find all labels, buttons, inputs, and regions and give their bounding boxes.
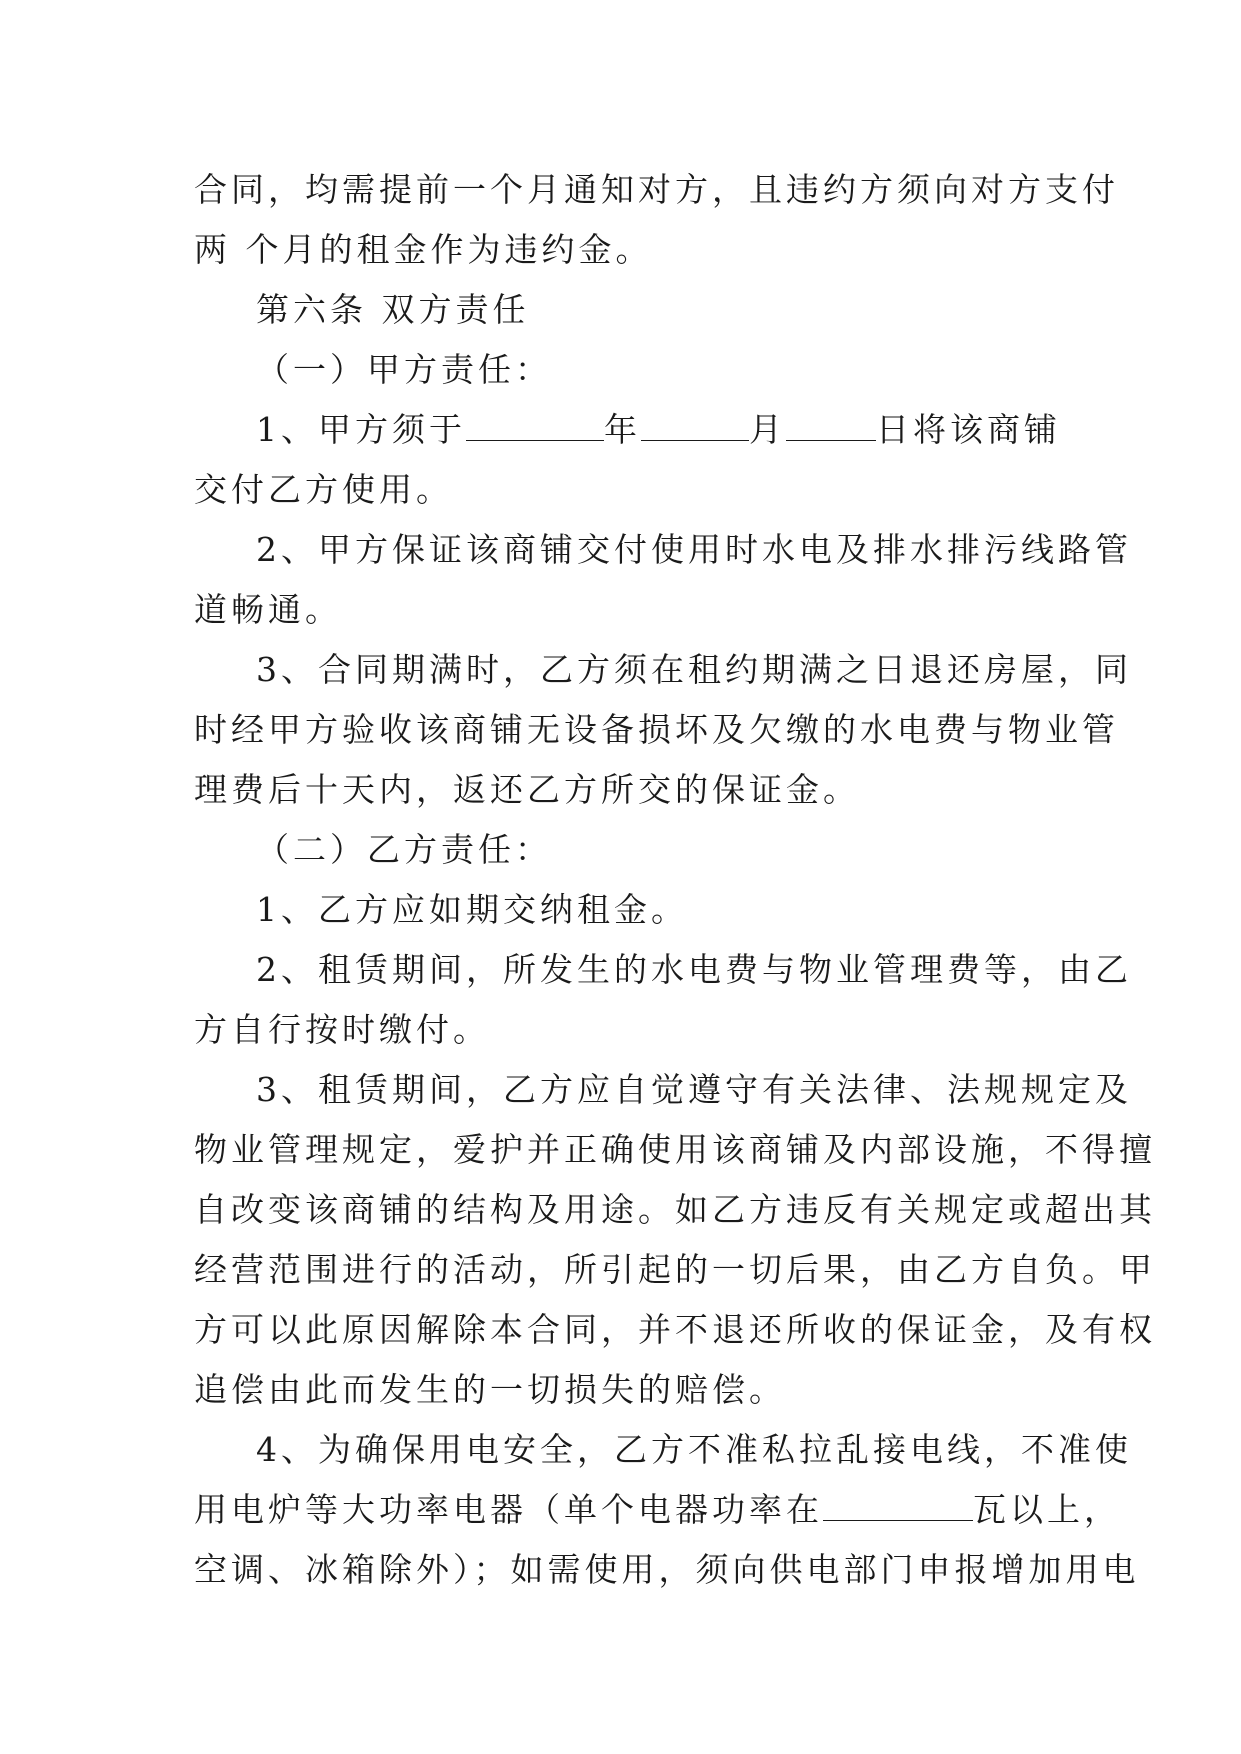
text-line: 追偿由此而发生的一切损失的赔偿。 (194, 1370, 786, 1409)
text-line: 2、租赁期间，所发生的水电费与物业管理费等，由乙 (256, 950, 1132, 989)
text-line: 空调、冰箱除外）；如需使用，须向供电部门申报增加用电 (194, 1550, 1140, 1589)
text-line: 3、租赁期间，乙方应自觉遵守有关法律、法规规定及 (256, 1070, 1132, 1109)
subsection-heading: （二）乙方责任： (256, 830, 552, 869)
text-line-date (194, 400, 1074, 460)
month-blank (641, 410, 749, 441)
text-line: 方可以此原因解除本合同，并不退还所收的保证金，及有权 (194, 1310, 1156, 1349)
subsection-heading: （一）甲方责任： (256, 350, 552, 389)
day-blank (786, 410, 876, 441)
date-prefix: 1、甲方须于 (256, 410, 466, 449)
text-line: 1、乙方应如期交纳租金。 (256, 890, 688, 929)
power-prefix: 用电炉等大功率电器（单个电器功率在 (194, 1490, 823, 1529)
power-suffix: 瓦以上， (973, 1490, 1121, 1529)
text-line: 方自行按时缴付。 (194, 1010, 490, 1049)
text-line: 经营范围进行的活动，所引起的一切后果，由乙方自负。甲 (194, 1250, 1156, 1289)
document-body (194, 160, 1156, 1600)
text-line: 两 个月的租金作为违约金。 (194, 230, 653, 269)
text-line: 时经甲方验收该商铺无设备损坏及欠缴的水电费与物业管 (194, 710, 1119, 749)
section-heading: 第六条 双方责任 (256, 290, 530, 329)
text-line-power (194, 1480, 1121, 1540)
month-label: 月 (749, 410, 786, 449)
day-suffix: 日将该商铺 (876, 410, 1061, 449)
text-line: 合同，均需提前一个月通知对方，且违约方须向对方支付 (194, 170, 1119, 209)
text-line: 理费后十天内，返还乙方所交的保证金。 (194, 770, 860, 809)
year-blank (466, 410, 604, 441)
year-label: 年 (604, 410, 641, 449)
text-line: 物业管理规定，爱护并正确使用该商铺及内部设施，不得擅 (194, 1130, 1156, 1169)
text-line: 交付乙方使用。 (194, 470, 453, 509)
wattage-blank (823, 1490, 973, 1521)
text-line: 4、为确保用电安全，乙方不准私拉乱接电线，不准使 (256, 1430, 1132, 1469)
text-line: 2、甲方保证该商铺交付使用时水电及排水排污线路管 (256, 530, 1132, 569)
text-line: 道畅通。 (194, 590, 342, 629)
text-line: 3、合同期满时，乙方须在租约期满之日退还房屋，同 (256, 650, 1132, 689)
text-line: 自改变该商铺的结构及用途。如乙方违反有关规定或超出其 (194, 1190, 1156, 1229)
